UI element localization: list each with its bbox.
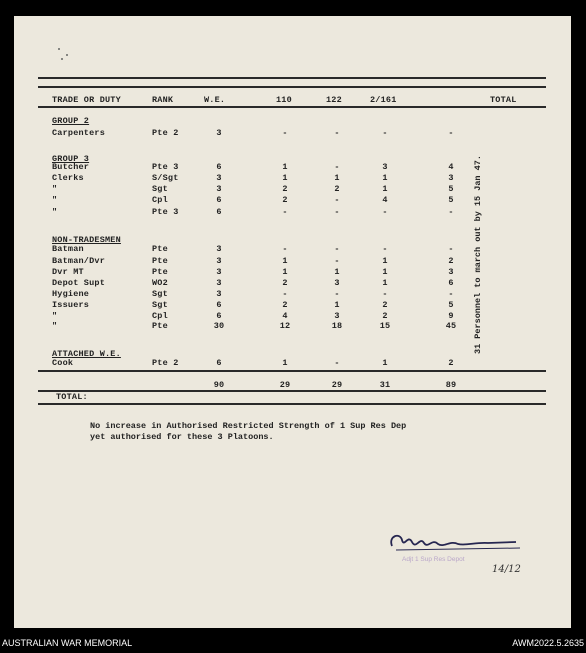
cell-c: 4 bbox=[382, 195, 388, 205]
cell-rank: Pte 3 bbox=[152, 207, 179, 217]
cell-trade: Butcher bbox=[52, 162, 90, 172]
cell-we: 6 bbox=[216, 358, 222, 368]
cell-c: - bbox=[382, 244, 388, 254]
column-header: TOTAL bbox=[490, 95, 517, 105]
cell-b: 1 bbox=[334, 267, 340, 277]
cell-rank: S/Sgt bbox=[152, 173, 179, 183]
cell-total: 2 bbox=[448, 358, 454, 368]
cell-total: - bbox=[448, 244, 454, 254]
cell-b: 18 bbox=[331, 321, 343, 331]
cell-b: - bbox=[334, 256, 340, 266]
cell-c: 15 bbox=[379, 321, 391, 331]
cell-total: 5 bbox=[448, 300, 454, 310]
cell-total: - bbox=[448, 289, 454, 299]
cell-b: - bbox=[334, 207, 340, 217]
cell-trade: " bbox=[52, 184, 58, 194]
cell-c: 1 bbox=[382, 256, 388, 266]
cell-trade: ATTACHED W.E. bbox=[52, 349, 121, 359]
cell-b: 3 bbox=[334, 311, 340, 321]
cell-c: - bbox=[382, 289, 388, 299]
note-line-1: No increase in Authorised Restricted Strength of 1 Sup Res Dep bbox=[90, 421, 407, 431]
cell-trade: Clerks bbox=[52, 173, 84, 183]
cell-rank: Pte bbox=[152, 267, 168, 277]
cell-total: 4 bbox=[448, 162, 454, 172]
cell-a: - bbox=[282, 244, 288, 254]
paper-speck bbox=[61, 58, 63, 60]
cell-total: 6 bbox=[448, 278, 454, 288]
cell-rank: Sgt bbox=[152, 289, 168, 299]
cell-a: 1 bbox=[282, 358, 288, 368]
adjutant-stamp: Adjt 1 Sup Res Depot bbox=[402, 556, 465, 563]
cell-b: 1 bbox=[334, 300, 340, 310]
column-header: RANK bbox=[152, 95, 174, 105]
cell-total: 9 bbox=[448, 311, 454, 321]
column-header: 122 bbox=[326, 95, 342, 105]
cell-a: - bbox=[282, 207, 288, 217]
cell-a: 2 bbox=[282, 195, 288, 205]
cell-we: 3 bbox=[216, 267, 222, 277]
top-rule bbox=[38, 77, 546, 79]
cell-we: 30 bbox=[213, 321, 225, 331]
signature bbox=[384, 526, 534, 556]
total-we: 90 bbox=[213, 380, 225, 390]
cell-total: - bbox=[448, 128, 454, 138]
cell-we: 6 bbox=[216, 207, 222, 217]
cell-we: 6 bbox=[216, 311, 222, 321]
document-page bbox=[14, 16, 571, 628]
cell-rank: Cpl bbox=[152, 195, 168, 205]
cell-rank: Pte bbox=[152, 256, 168, 266]
cell-we: 3 bbox=[216, 278, 222, 288]
cell-total: 45 bbox=[445, 321, 457, 331]
total-b: 29 bbox=[331, 380, 343, 390]
cell-trade: Batman/Dvr bbox=[52, 256, 106, 266]
cell-rank: Sgt bbox=[152, 300, 168, 310]
total-c: 31 bbox=[379, 380, 391, 390]
cell-rank: Pte 3 bbox=[152, 162, 179, 172]
cell-b: - bbox=[334, 358, 340, 368]
column-header: W.E. bbox=[204, 95, 226, 105]
cell-c: - bbox=[382, 207, 388, 217]
cell-b: 3 bbox=[334, 278, 340, 288]
cell-b: - bbox=[334, 244, 340, 254]
cell-trade: Issuers bbox=[52, 300, 90, 310]
cell-rank: Pte 2 bbox=[152, 358, 179, 368]
cell-trade: NON-TRADESMEN bbox=[52, 235, 121, 245]
cell-c: 1 bbox=[382, 358, 388, 368]
cell-trade: " bbox=[52, 207, 58, 217]
cell-trade: " bbox=[52, 195, 58, 205]
cell-c: 2 bbox=[382, 300, 388, 310]
cell-b: - bbox=[334, 289, 340, 299]
cell-rank: WO2 bbox=[152, 278, 168, 288]
cell-trade: GROUP 2 bbox=[52, 116, 90, 126]
cell-c: 1 bbox=[382, 184, 388, 194]
total-bottom-rule bbox=[38, 390, 546, 392]
cell-a: 12 bbox=[279, 321, 291, 331]
cell-we: 6 bbox=[216, 195, 222, 205]
cell-rank: Pte 2 bbox=[152, 128, 179, 138]
cell-a: 1 bbox=[282, 267, 288, 277]
paper-speck bbox=[58, 48, 60, 50]
cell-we: 6 bbox=[216, 162, 222, 172]
cell-rank: Pte bbox=[152, 321, 168, 331]
cell-we: 3 bbox=[216, 128, 222, 138]
column-header: 2/161 bbox=[370, 95, 397, 105]
cell-we: 3 bbox=[216, 256, 222, 266]
cell-trade: GROUP 3 bbox=[52, 154, 90, 164]
cell-c: 1 bbox=[382, 278, 388, 288]
cell-trade: Hygiene bbox=[52, 289, 90, 299]
cell-a: 1 bbox=[282, 173, 288, 183]
cell-we: 3 bbox=[216, 173, 222, 183]
cell-total: 5 bbox=[448, 184, 454, 194]
footer-right: AWM2022.5.2635 bbox=[512, 638, 584, 648]
cell-c: 3 bbox=[382, 162, 388, 172]
cell-a: 2 bbox=[282, 300, 288, 310]
cell-we: 6 bbox=[216, 300, 222, 310]
cell-trade: " bbox=[52, 311, 58, 321]
cell-total: - bbox=[448, 207, 454, 217]
note-line-2: yet authorised for these 3 Platoons. bbox=[90, 432, 274, 442]
cell-total: 2 bbox=[448, 256, 454, 266]
cell-total: 3 bbox=[448, 267, 454, 277]
cell-a: 1 bbox=[282, 256, 288, 266]
handwritten-date: 14/12 bbox=[492, 564, 521, 575]
cell-total: 3 bbox=[448, 173, 454, 183]
total-total: 89 bbox=[445, 380, 457, 390]
cell-c: 1 bbox=[382, 173, 388, 183]
cell-b: - bbox=[334, 128, 340, 138]
total-top-rule bbox=[38, 370, 546, 372]
cell-c: - bbox=[382, 128, 388, 138]
cell-we: 3 bbox=[216, 184, 222, 194]
footer-left: AUSTRALIAN WAR MEMORIAL bbox=[2, 638, 133, 648]
cell-trade: Dvr MT bbox=[52, 267, 84, 277]
cell-we: 3 bbox=[216, 244, 222, 254]
cell-we: 3 bbox=[216, 289, 222, 299]
cell-total: 5 bbox=[448, 195, 454, 205]
cell-trade: Carpenters bbox=[52, 128, 106, 138]
cell-rank: Cpl bbox=[152, 311, 168, 321]
total-label: TOTAL: bbox=[56, 392, 88, 402]
cell-b: 2 bbox=[334, 184, 340, 194]
cell-a: - bbox=[282, 289, 288, 299]
cell-rank: Pte bbox=[152, 244, 168, 254]
cell-c: 2 bbox=[382, 311, 388, 321]
cell-trade: Depot Supt bbox=[52, 278, 106, 288]
total-a: 29 bbox=[279, 380, 291, 390]
header-rule bbox=[38, 86, 546, 88]
cell-rank: Sgt bbox=[152, 184, 168, 194]
signature-block bbox=[364, 526, 554, 586]
header-bottom-rule bbox=[38, 106, 546, 108]
double-bottom-rule bbox=[38, 403, 546, 405]
cell-a: 2 bbox=[282, 184, 288, 194]
cell-trade: Batman bbox=[52, 244, 84, 254]
cell-trade: " bbox=[52, 321, 58, 331]
side-note: 31 Personnel to march out by 15 Jan 47. bbox=[473, 155, 483, 354]
cell-trade: Cook bbox=[52, 358, 74, 368]
paper-speck bbox=[66, 54, 68, 56]
cell-a: - bbox=[282, 128, 288, 138]
cell-a: 1 bbox=[282, 162, 288, 172]
cell-b: - bbox=[334, 162, 340, 172]
cell-a: 4 bbox=[282, 311, 288, 321]
cell-b: - bbox=[334, 195, 340, 205]
column-header: TRADE OR DUTY bbox=[52, 95, 121, 105]
cell-c: 1 bbox=[382, 267, 388, 277]
cell-a: 2 bbox=[282, 278, 288, 288]
cell-b: 1 bbox=[334, 173, 340, 183]
column-header: 110 bbox=[276, 95, 292, 105]
